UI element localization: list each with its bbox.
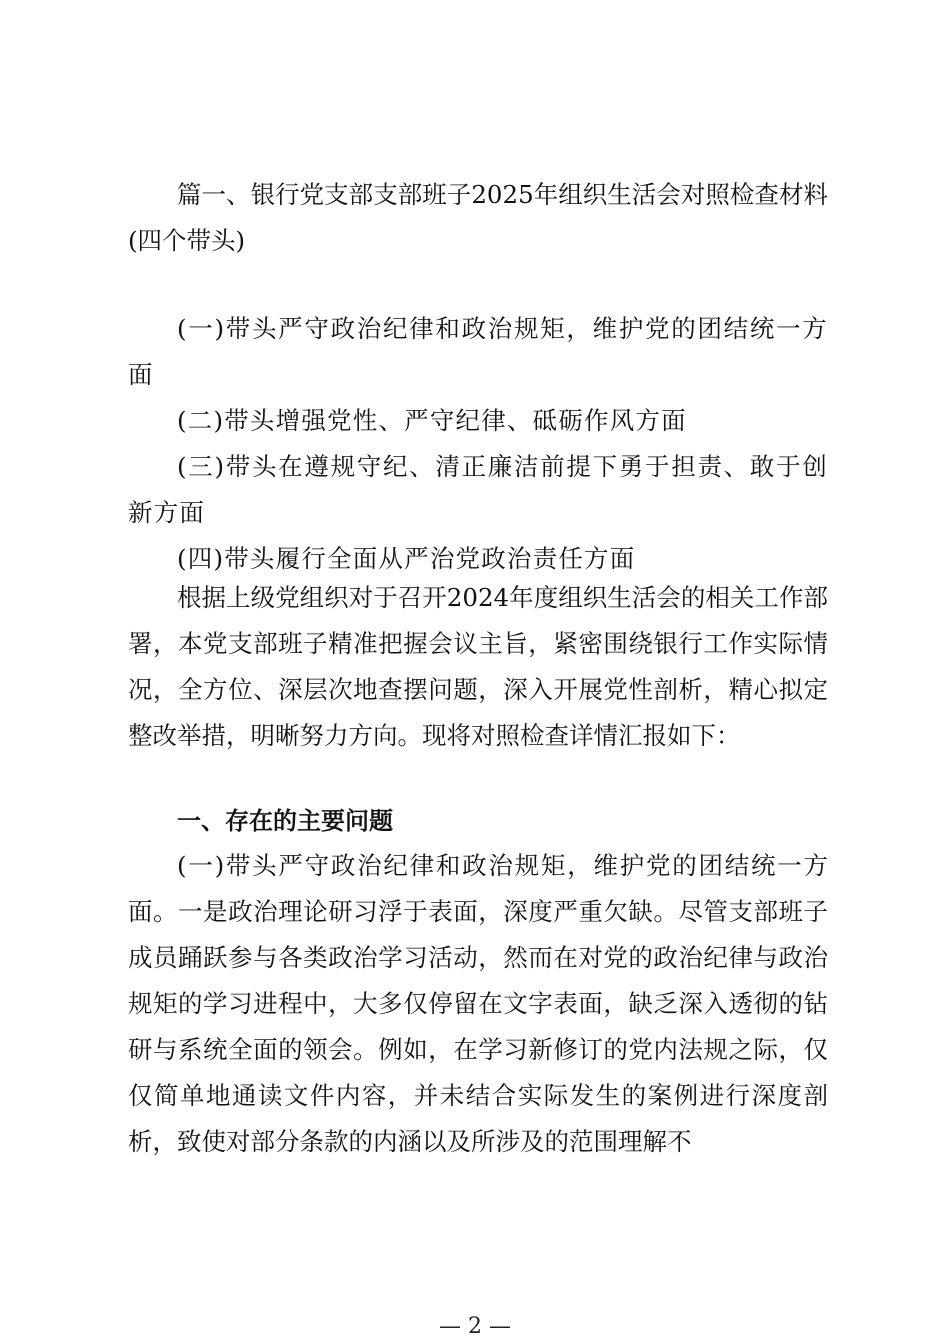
toc-item: (二)带头增强党性、严守纪律、砥砺作风方面: [177, 406, 687, 435]
document-title: 篇一、银行党支部支部班子2025年组织生活会对照检查材料(四个带头): [128, 180, 828, 255]
intro-paragraph: 根据上级党组织对于召开2024年度组织生活会的相关工作部署，本党支部班子精准把握会议主旨，紧密围绕银行工作实际情况，全方位、深层次地查摆问题，深入开展党性剖析，精心拟定整改举措，明晰努力方向。现将对照检查详情汇报如下：: [128, 583, 828, 750]
toc-item: (四)带头履行全面从严治党政治责任方面: [177, 544, 636, 573]
section-paragraph: (一)带头严守政治纪律和政治规矩，维护党的团结统一方面。一是政治理论研习浮于表面，深度严重欠缺。尽管支部班子成员踊跃参与各类政治学习活动，然而在对党的政治纪律与政治规矩的学习进程中，大多仅停留在文字表面，缺乏深入透彻的钻研与系统全面的领会。例如，在学习新修订的党内法规之际，仅仅简单地通读文件内容，并未结合实际发生的案例进行深度剖析，致使对部分条款的内涵以及所涉及的范围理解不: [128, 851, 828, 1156]
section-heading: 一、存在的主要问题: [177, 807, 393, 835]
toc-item: (三)带头在遵规守纪、清正廉洁前提下勇于担责、敢于创新方面: [128, 452, 828, 527]
page-number: — 2 —: [439, 1314, 511, 1339]
toc-item: (一)带头严守政治纪律和政治规矩，维护党的团结统一方面: [128, 314, 828, 389]
toc-list: [128, 306, 828, 582]
